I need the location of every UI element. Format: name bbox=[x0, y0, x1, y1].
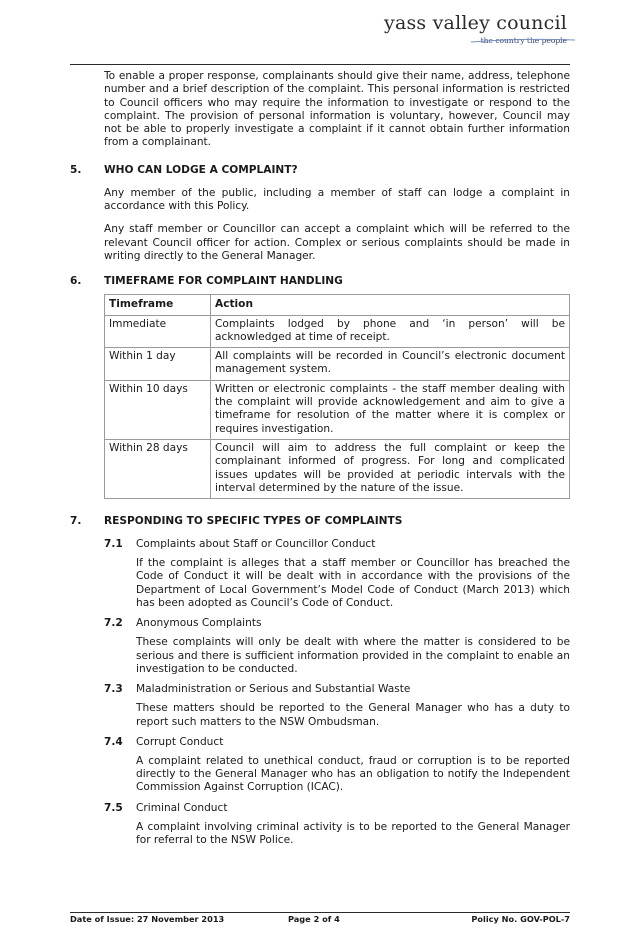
timeframe-cell: Immediate bbox=[105, 315, 211, 348]
subsection-heading bbox=[104, 617, 570, 630]
logo-tagline: the country the people bbox=[480, 36, 567, 45]
section-number: 5. bbox=[70, 163, 82, 176]
subsection-title: Criminal Conduct bbox=[136, 801, 228, 814]
subsection-heading bbox=[104, 683, 570, 696]
footer-rule bbox=[70, 912, 570, 913]
date-of-issue: Date of Issue: 27 November 2013 bbox=[70, 914, 225, 924]
table-row bbox=[105, 380, 570, 439]
subsection-number: 7.1 bbox=[104, 538, 123, 551]
document-body bbox=[70, 70, 570, 847]
subsection-title: Anonymous Complaints bbox=[136, 617, 262, 630]
section-5-heading bbox=[70, 164, 570, 177]
subsection-title: Complaints about Staff or Councillor Conduct bbox=[136, 538, 376, 551]
logo-name: yass valley council bbox=[384, 12, 567, 34]
table-row bbox=[105, 348, 570, 381]
subsection-text: These complaints will only be dealt with where the matter is considered to be serious and there is sufficient information provided in the complaint to enable an investigation to be conducted. bbox=[136, 636, 570, 675]
page-number: Page 2 of 4 bbox=[288, 914, 340, 924]
table-row bbox=[105, 315, 570, 348]
action-cell: Complaints lodged by phone and ‘in person’ will be acknowledged at time of receipt. bbox=[211, 315, 570, 348]
timeframe-cell: Within 10 days bbox=[105, 380, 211, 439]
section-number: 7. bbox=[70, 515, 82, 528]
subsection-text: If the complaint is alleges that a staff member or Councillor has breached the Code of Conduct it will be dealt with in accordance with the provisions of the Department of Local Government’s Model Code of Conduct (March 2013) which has been adopted as Council’s Code of Conduct. bbox=[136, 557, 570, 610]
section-title: RESPONDING TO SPECIFIC TYPES OF COMPLAINTS bbox=[104, 515, 403, 528]
timeframe-table bbox=[104, 294, 570, 499]
subsection-text: A complaint related to unethical conduct, fraud or corruption is to be reported directly to the General Manager who has an obligation to notify the Independent Commission Against Corruption (ICAC). bbox=[136, 754, 570, 794]
action-cell: Written or electronic complaints - the staff member dealing with the complaint will provide acknowledgement and aim to give a timeframe for resolution of the matter where it is complex or requires investigation. bbox=[211, 380, 570, 439]
section-7-heading bbox=[70, 515, 570, 528]
subsection-text: These matters should be reported to the General Manager who has a duty to report such matters to the NSW Ombudsman. bbox=[136, 702, 570, 728]
section-title: WHO CAN LODGE A COMPLAINT? bbox=[104, 163, 298, 176]
subsection-number: 7.3 bbox=[104, 683, 123, 696]
table-row bbox=[105, 439, 570, 498]
subsection-number: 7.2 bbox=[104, 617, 123, 630]
intro-paragraph: To enable a proper response, complainants should give their name, address, telephone number and a brief description of the complaint. This personal information is restricted to Council officers who may require the information to investigate or respond to the complaint. The provision of personal information is voluntary, however, Council may not be able to properly investigate a complaint if it cannot obtain further information from a complainant. bbox=[104, 70, 570, 149]
subsection-title: Maladministration or Serious and Substantial Waste bbox=[136, 683, 411, 696]
timeframe-cell: Within 1 day bbox=[105, 348, 211, 381]
subsection-text: A complaint involving criminal activity is to be reported to the General Manager for referral to the NSW Police. bbox=[136, 820, 570, 846]
column-header-timeframe: Timeframe bbox=[105, 295, 211, 315]
table-header-row bbox=[105, 295, 570, 315]
subsection-heading bbox=[104, 538, 570, 551]
logo-swoosh-icon bbox=[469, 38, 577, 44]
column-header-action: Action bbox=[211, 295, 570, 315]
action-cell: Council will aim to address the full complaint or keep the complainant informed of progress. For long and complicated issues updates will be provided at periodic intervals with the interval determined by the nature of the issue. bbox=[211, 439, 570, 498]
subsection-heading bbox=[104, 736, 570, 749]
subsection-heading bbox=[104, 802, 570, 815]
action-cell: All complaints will be recorded in Council’s electronic document management system. bbox=[211, 348, 570, 381]
policy-number: Policy No. GOV-POL-7 bbox=[471, 914, 570, 924]
section-6-heading bbox=[70, 275, 570, 288]
section-title: TIMEFRAME FOR COMPLAINT HANDLING bbox=[104, 275, 343, 288]
timeframe-cell: Within 28 days bbox=[105, 439, 211, 498]
header-rule bbox=[70, 64, 570, 65]
section-5-paragraph: Any member of the public, including a member of staff can lodge a complaint in accordance with this Policy. bbox=[104, 186, 570, 213]
section-5-paragraph: Any staff member or Councillor can accept a complaint which will be referred to the relevant Council officer for action. Complex or serious complaints should be made in writing directly to the General Manager. bbox=[104, 223, 570, 262]
subsection-number: 7.5 bbox=[104, 801, 123, 814]
page-header bbox=[0, 0, 639, 66]
subsection-title: Corrupt Conduct bbox=[136, 735, 224, 748]
subsection-number: 7.4 bbox=[104, 735, 123, 748]
section-number: 6. bbox=[70, 275, 82, 288]
